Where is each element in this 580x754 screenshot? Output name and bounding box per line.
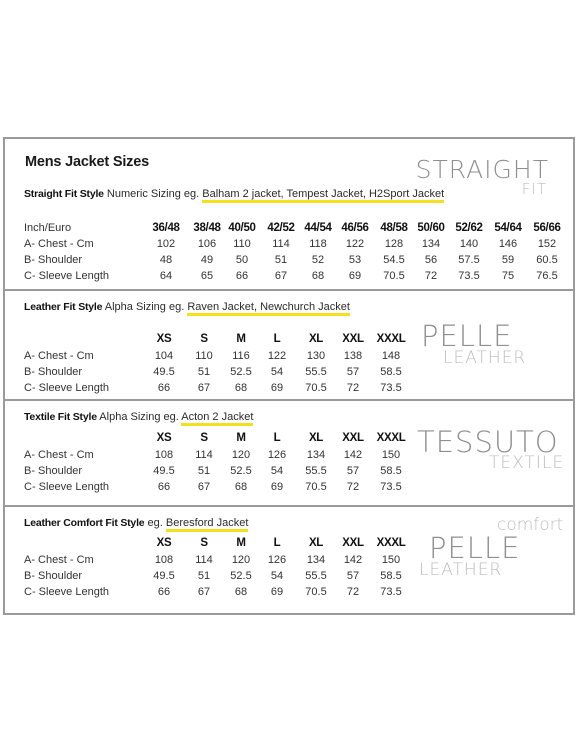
measure-cell: 66 — [157, 382, 171, 394]
brand-comfort: comfort — [497, 515, 564, 535]
brand-pelle: PELLE — [421, 319, 513, 353]
measure-cell: 73.5 — [380, 382, 402, 394]
measure-cell: 134 — [306, 554, 326, 566]
measure-cell: 142 — [343, 449, 363, 461]
measure-cell: 66 — [157, 586, 171, 598]
size-header-cell: M — [236, 432, 246, 444]
brand-leather: LEATHER — [419, 560, 503, 580]
row-label: C- Sleeve Length — [24, 382, 109, 394]
section-leather-comfort-fit — [5, 507, 573, 615]
measure-cell: 55.5 — [305, 465, 327, 477]
example-jackets: Beresford Jacket — [166, 517, 249, 532]
measure-cell: 73.5 — [380, 481, 402, 493]
row-label: A- Chest - Cm — [24, 238, 94, 250]
measure-cell: 57 — [346, 366, 360, 378]
measure-cell: 49 — [200, 254, 214, 266]
size-header-cell: M — [236, 333, 246, 345]
measure-cell: 75 — [501, 270, 515, 282]
header-label: Inch/Euro — [24, 222, 72, 234]
measure-cell: 53 — [348, 254, 362, 266]
size-header-cell: 56/66 — [533, 222, 561, 234]
measure-cell: 72 — [346, 586, 360, 598]
row-label: A- Chest - Cm — [24, 350, 94, 362]
brand-fit: FIT — [521, 180, 547, 198]
measure-cell: 110 — [233, 238, 251, 250]
measure-cell: 122 — [267, 350, 287, 362]
measure-cell: 51 — [197, 465, 211, 477]
measure-cell: 52.5 — [230, 570, 252, 582]
measure-cell: 72 — [346, 382, 360, 394]
example-jackets: Acton 2 Jacket — [181, 411, 253, 426]
measure-cell: 106 — [197, 238, 217, 250]
row-label: A- Chest - Cm — [24, 449, 94, 461]
size-header-cell: XL — [308, 537, 324, 549]
size-header-cell: L — [273, 537, 281, 549]
measure-cell: 54 — [270, 465, 284, 477]
measure-cell: 69 — [270, 586, 284, 598]
style-name: Straight Fit Style — [24, 188, 104, 200]
style-name: Leather Comfort Fit Style — [24, 517, 145, 529]
brand-textile: TEXTILE — [489, 453, 565, 473]
measure-cell: 138 — [343, 350, 363, 362]
measure-cell: 73.5 — [380, 586, 402, 598]
measure-cell: 120 — [231, 554, 251, 566]
size-header-cell: XL — [308, 333, 324, 345]
size-header-cell: XS — [156, 432, 172, 444]
measure-cell: 55.5 — [305, 570, 327, 582]
measure-cell: 57 — [346, 570, 360, 582]
measure-cell: 68 — [234, 586, 248, 598]
row-label: B- Shoulder — [24, 366, 83, 378]
brand-leather: LEATHER — [443, 348, 527, 368]
size-header-cell: L — [273, 333, 281, 345]
size-header-cell: XS — [156, 333, 172, 345]
section-textile-fit — [5, 401, 573, 505]
section-straight-fit — [5, 139, 573, 289]
measure-cell: 108 — [154, 449, 174, 461]
style-line-comfort — [24, 517, 248, 529]
measure-cell: 54.5 — [383, 254, 405, 266]
measure-cell: 58.5 — [380, 465, 402, 477]
measure-cell: 67 — [197, 382, 211, 394]
sizing-text: Numeric Sizing eg. — [106, 188, 200, 200]
row-label: A- Chest - Cm — [24, 554, 94, 566]
measure-cell: 55.5 — [305, 366, 327, 378]
style-name: Leather Fit Style — [24, 301, 103, 313]
size-header-cell: 44/54 — [304, 222, 332, 234]
measure-cell: 114 — [272, 238, 290, 250]
measure-cell: 54 — [270, 570, 284, 582]
measure-cell: 134 — [306, 449, 326, 461]
measure-cell: 67 — [274, 270, 288, 282]
brand-tessuto: TESSUTO — [417, 425, 559, 459]
measure-cell: 70.5 — [383, 270, 405, 282]
measure-cell: 104 — [154, 350, 174, 362]
measure-cell: 72 — [346, 481, 360, 493]
measure-cell: 57 — [346, 465, 360, 477]
measure-cell: 49.5 — [153, 570, 175, 582]
measure-cell: 102 — [156, 238, 176, 250]
row-label: B- Shoulder — [24, 465, 83, 477]
measure-cell: 59 — [501, 254, 515, 266]
size-chart-card — [3, 137, 575, 615]
size-header-cell: XS — [156, 537, 172, 549]
row-label: C- Sleeve Length — [24, 586, 109, 598]
measure-cell: 68 — [311, 270, 325, 282]
measure-cell: 70.5 — [305, 586, 327, 598]
measure-cell: 67 — [197, 481, 211, 493]
measure-cell: 66 — [235, 270, 249, 282]
size-header-cell: S — [200, 432, 208, 444]
measure-cell: 52.5 — [230, 366, 252, 378]
measure-cell: 57.5 — [458, 254, 480, 266]
measure-cell: 51 — [197, 366, 211, 378]
measure-cell: 51 — [197, 570, 211, 582]
measure-cell: 52.5 — [230, 465, 252, 477]
measure-cell: 51 — [274, 254, 288, 266]
measure-cell: 128 — [384, 238, 404, 250]
measure-cell: 49.5 — [153, 465, 175, 477]
measure-cell: 114 — [195, 554, 213, 566]
measure-cell: 49.5 — [153, 366, 175, 378]
measure-cell: 68 — [234, 481, 248, 493]
row-label: C- Sleeve Length — [24, 270, 109, 282]
size-header-cell: XXXL — [376, 333, 406, 345]
size-header-cell: L — [273, 432, 281, 444]
measure-cell: 130 — [306, 350, 326, 362]
measure-cell: 140 — [459, 238, 479, 250]
sizing-text: Alpha Sizing eg. — [99, 411, 179, 423]
measure-cell: 70.5 — [305, 382, 327, 394]
measure-cell: 114 — [195, 449, 213, 461]
size-header-cell: 52/62 — [455, 222, 483, 234]
row-label: C- Sleeve Length — [24, 481, 109, 493]
section-leather-fit — [5, 291, 573, 399]
brand-pelle: PELLE — [429, 531, 521, 565]
size-header-cell: 54/64 — [494, 222, 522, 234]
measure-cell: 126 — [267, 554, 287, 566]
measure-cell: 64 — [159, 270, 173, 282]
style-line-straight — [24, 188, 444, 200]
measure-cell: 108 — [154, 554, 174, 566]
measure-cell: 52 — [311, 254, 325, 266]
measure-cell: 118 — [309, 238, 327, 250]
measure-cell: 120 — [231, 449, 251, 461]
size-header-cell: XXL — [342, 333, 364, 345]
measure-cell: 54 — [270, 366, 284, 378]
measure-cell: 148 — [381, 350, 401, 362]
measure-cell: 60.5 — [536, 254, 558, 266]
measure-cell: 69 — [270, 382, 284, 394]
measure-cell: 68 — [234, 382, 248, 394]
measure-cell: 76.5 — [536, 270, 558, 282]
measure-cell: 69 — [270, 481, 284, 493]
size-header-cell: M — [236, 537, 246, 549]
example-jackets: Raven Jacket, Newchurch Jacket — [187, 301, 350, 316]
measure-cell: 126 — [267, 449, 287, 461]
size-header-cell: 36/48 — [152, 222, 180, 234]
measure-cell: 56 — [424, 254, 438, 266]
size-header-cell: 50/60 — [417, 222, 445, 234]
size-header-cell: XXL — [342, 432, 364, 444]
measure-cell: 146 — [498, 238, 518, 250]
measure-cell: 110 — [195, 350, 213, 362]
measure-cell: 67 — [197, 586, 211, 598]
measure-cell: 50 — [235, 254, 249, 266]
measure-cell: 150 — [381, 554, 401, 566]
size-header-cell: 42/52 — [267, 222, 295, 234]
measure-cell: 69 — [348, 270, 362, 282]
measure-cell: 152 — [537, 238, 557, 250]
measure-cell: 70.5 — [305, 481, 327, 493]
measure-cell: 72 — [424, 270, 438, 282]
size-header-cell: XXL — [342, 537, 364, 549]
example-jackets: Balham 2 jacket, Tempest Jacket, H2Sport Jacket — [202, 188, 444, 203]
size-header-cell: S — [200, 333, 208, 345]
size-header-cell: XXXL — [376, 432, 406, 444]
measure-cell: 66 — [157, 481, 171, 493]
size-header-cell: 46/56 — [341, 222, 369, 234]
measure-cell: 58.5 — [380, 570, 402, 582]
size-header-cell: 38/48 — [193, 222, 221, 234]
measure-cell: 134 — [421, 238, 441, 250]
measure-cell: 122 — [345, 238, 365, 250]
measure-cell: 48 — [159, 254, 173, 266]
row-label: B- Shoulder — [24, 254, 83, 266]
size-header-cell: XXXL — [376, 537, 406, 549]
size-header-cell: 40/50 — [228, 222, 256, 234]
measure-cell: 142 — [343, 554, 363, 566]
measure-cell: 150 — [381, 449, 401, 461]
measure-cell: 65 — [200, 270, 214, 282]
sizing-text: eg. — [147, 517, 163, 529]
page-title: Mens Jacket Sizes — [25, 154, 149, 170]
brand-straight: STRAIGHT — [415, 155, 549, 184]
style-line-textile — [24, 411, 253, 423]
style-name: Textile Fit Style — [24, 411, 97, 423]
sizing-text: Alpha Sizing eg. — [104, 301, 185, 313]
measure-cell: 58.5 — [380, 366, 402, 378]
measure-cell: 73.5 — [458, 270, 480, 282]
row-label: B- Shoulder — [24, 570, 83, 582]
size-header-cell: S — [200, 537, 208, 549]
size-header-cell: XL — [308, 432, 324, 444]
measure-cell: 116 — [232, 350, 250, 362]
style-line-leather — [24, 301, 350, 313]
size-header-cell: 48/58 — [380, 222, 408, 234]
